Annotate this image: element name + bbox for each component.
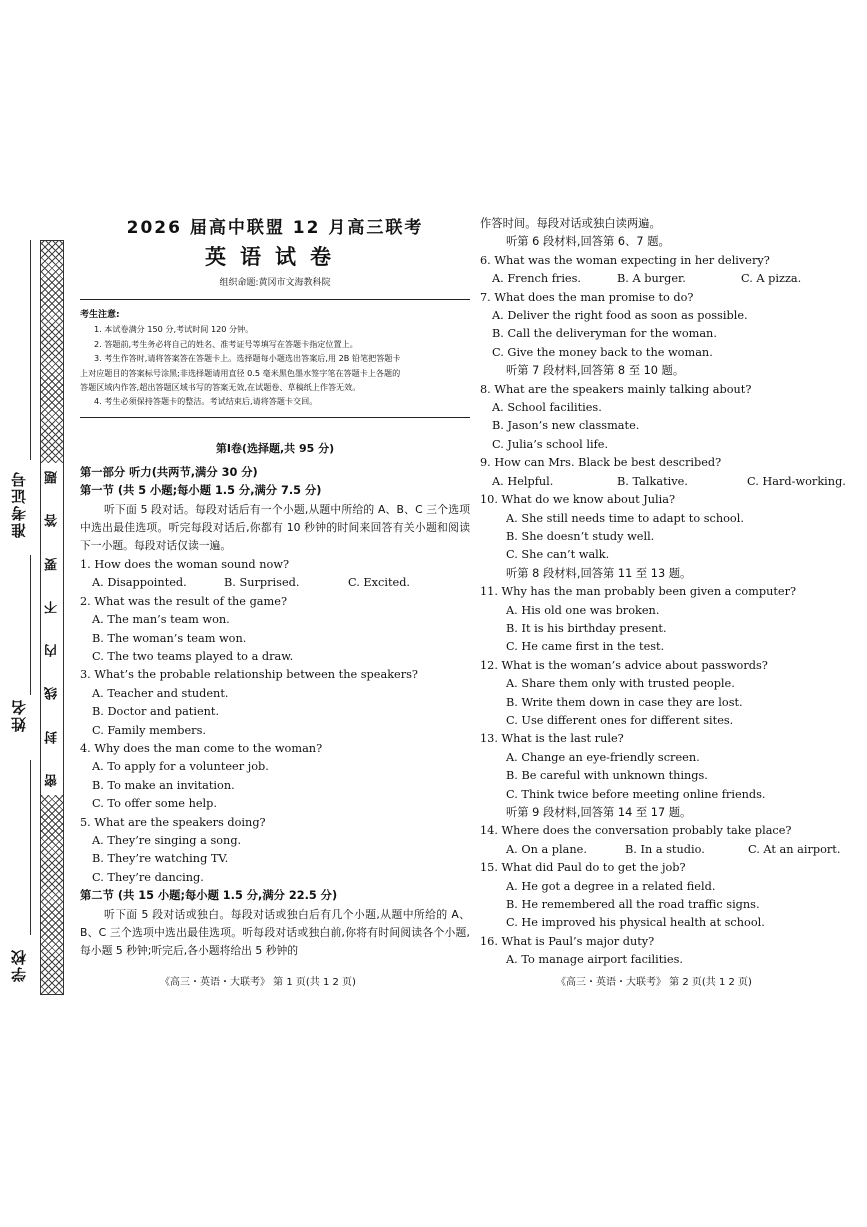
option-b: B. A burger. (617, 272, 686, 286)
option-c: C. She can’t walk. (506, 548, 610, 562)
school-label: 学校 (10, 948, 28, 982)
option-b: B. Be careful with unknown things. (506, 769, 708, 783)
option-b: B. They’re watching TV. (92, 852, 229, 866)
divider (80, 299, 470, 300)
admission-number-label: 准考证号 (10, 470, 28, 538)
hatch-bottom (41, 795, 63, 994)
section2-heading: 第二节 (共 15 小题;每小题 1.5 分,满分 22.5 分) (80, 889, 338, 903)
question-4: 4. Why does the man come to the woman? (80, 741, 323, 755)
option-a: A. Helpful. (492, 474, 554, 488)
option-a: A. The man’s team won. (92, 613, 230, 627)
question-14: 14. Where does the conversation probably take place? (480, 824, 792, 838)
page-1-column (80, 215, 470, 961)
option-c: C. Family members. (92, 723, 206, 737)
option-a: A. To manage airport facilities. (506, 953, 683, 967)
option-b: B. Doctor and patient. (92, 705, 220, 719)
question-5: 5. What are the speakers doing? (80, 815, 266, 829)
question-15: 15. What did Paul do to get the job? (480, 861, 686, 875)
option-a: A. Deliver the right food as soon as possible. (492, 309, 748, 323)
option-a: A. They’re singing a song. (92, 833, 242, 847)
material-8-heading: 听第 8 段材料,回答第 11 至 13 题。 (506, 566, 692, 580)
option-c: C. He improved his physical health at school. (506, 916, 765, 930)
option-a: A. Share them only with trusted people. (506, 677, 735, 691)
option-b: B. She doesn’t study well. (506, 529, 655, 543)
option-c: C. At an airport. (748, 842, 841, 856)
exam-title: 2026 届高中联盟 12 月高三联考 (126, 218, 424, 238)
option-b: B. In a studio. (625, 842, 705, 856)
name-label: 姓名 (10, 698, 28, 732)
candidate-notice (80, 308, 470, 409)
option-a: A. To apply for a volunteer job. (92, 760, 269, 774)
option-a: A. French fries. (492, 272, 582, 286)
option-a: A. She still needs time to adapt to school. (506, 511, 744, 525)
question-14-options (480, 841, 855, 859)
seal-char: 线 (44, 687, 60, 701)
option-c: C. Use different ones for different sites. (506, 713, 734, 727)
section2-instructions-continued: 作答时间。每段对话或独白读两遍。 (480, 217, 661, 230)
question-6: 6. What was the woman expecting in her delivery? (480, 253, 770, 267)
hatch-top (41, 241, 63, 463)
part1-heading: 第一部分 听力(共两节,满分 30 分) (80, 465, 258, 479)
material-9-heading: 听第 9 段材料,回答第 14 至 17 题。 (506, 806, 692, 819)
page-1-footer: 《高三・英语・大联考》 第 1 页(共 1 2 页) (160, 977, 356, 988)
option-c: C. Give the money back to the woman. (492, 345, 713, 359)
option-a: A. Teacher and student. (92, 686, 229, 700)
divider (80, 417, 470, 418)
option-b: B. To make an invitation. (92, 778, 235, 792)
option-c: C. Hard-working. (747, 474, 846, 488)
option-c: C. He came first in the test. (506, 640, 665, 654)
notice-item: 1. 本试卷满分 150 分,考试时间 120 分钟。 (94, 324, 254, 335)
notice-item: 答题区域内作答,超出答题区域书写的答案无效,在试题卷、草稿纸上作答无效。 (80, 382, 361, 393)
seal-text (41, 463, 63, 795)
option-a: A. School facilities. (492, 401, 602, 415)
option-a: A. On a plane. (506, 842, 587, 856)
notice-item: 3. 考生作答时,请将答案答在答题卡上。选择题每小题选出答案后,用 2B 铅笔把答题卡 (94, 353, 401, 364)
seal-char: 密 (44, 773, 60, 787)
option-b: B. He remembered all the road traffic signs. (506, 898, 760, 912)
option-a: A. His old one was broken. (506, 603, 660, 617)
question-1: 1. How does the woman sound now? (80, 557, 290, 571)
notice-item: 上对应题目的答案标号涂黑;非选择题请用直径 0.5 毫米黑色墨水签字笔在答题卡上各题的 (80, 367, 401, 378)
exam-subtitle: 英语试卷 (205, 245, 345, 269)
option-b: B. Write them down in case they are lost. (506, 695, 743, 709)
question-9-options (480, 473, 855, 491)
organizer: 组织命题:黄冈市文海教科院 (219, 278, 331, 288)
question-9: 9. How can Mrs. Black be best described? (480, 456, 722, 470)
option-b: B. The woman’s team won. (92, 631, 247, 645)
option-c: C. The two teams played to a draw. (92, 649, 294, 663)
material-7-heading: 听第 7 段材料,回答第 8 至 10 题。 (506, 364, 685, 378)
name-line (30, 760, 31, 935)
question-11: 11. Why has the man probably been given a computer? (480, 585, 797, 599)
option-b: B. Call the deliveryman for the woman. (492, 327, 717, 341)
option-b: B. Talkative. (617, 474, 688, 488)
option-b: B. Surprised. (224, 576, 300, 590)
binding-labels (4, 470, 32, 990)
option-b: B. Jason’s new classmate. (492, 419, 640, 433)
option-c: C. Think twice before meeting online friends. (506, 787, 766, 801)
option-c: C. They’re dancing. (92, 870, 204, 884)
option-c: C. Julia’s school life. (492, 437, 609, 451)
question-7: 7. What does the man promise to do? (480, 290, 694, 304)
option-a: A. Change an eye-friendly screen. (506, 750, 700, 764)
material-6-heading: 听第 6 段材料,回答第 6、7 题。 (506, 235, 670, 249)
notice-item: 2. 答题前,考生务必将自己的姓名、准考证号等填写在答题卡指定位置上。 (94, 338, 358, 349)
seal-char: 内 (44, 644, 60, 658)
question-10: 10. What do we know about Julia? (480, 493, 676, 507)
question-1-options (80, 574, 470, 592)
page-2-footer: 《高三・英语・大联考》 第 2 页(共 1 2 页) (556, 977, 752, 988)
question-6-options (480, 270, 855, 288)
option-c: C. A pizza. (741, 272, 802, 286)
option-a: A. Disappointed. (92, 576, 187, 590)
notice-item: 4. 考生必须保持答题卡的整洁。考试结束后,请将答题卡交回。 (94, 396, 318, 407)
option-b: B. It is his birthday present. (506, 621, 667, 635)
seal-char: 答 (44, 514, 60, 528)
volume-heading: 第Ⅰ卷(选择题,共 95 分) (215, 441, 335, 455)
question-8: 8. What are the speakers mainly talking about? (480, 382, 752, 396)
option-c: C. To offer some help. (92, 797, 217, 811)
seal-char: 封 (44, 730, 60, 744)
seal-char: 要 (44, 557, 60, 571)
seal-char: 题 (44, 471, 60, 484)
admission-number-line (30, 240, 31, 460)
question-3: 3. What’s the probable relationship between the speakers? (80, 668, 418, 682)
section2-instructions: 听下面 5 段对话或独白。每段对话或独白后有几个小题,从题中所给的 A、B、C 三个选项中选出最佳选项。听每段对话或独白前,你将有时间阅读各个小题,每小题 5 秒钟;听完后,各小题将给出 5 秒钟的 (80, 907, 470, 958)
seal-char: 不 (44, 600, 60, 614)
section1-heading: 第一节 (共 5 小题;每小题 1.5 分,满分 7.5 分) (80, 484, 322, 498)
question-16: 16. What is Paul’s major duty? (480, 934, 655, 948)
section1-instructions: 听下面 5 段对话。每段对话后有一个小题,从题中所给的 A、B、C 三个选项中选出最佳选项。听完每段对话后,你都有 10 秒钟的时间来回答有关小题和阅读下一小题。每段对话仅读一遍。 (80, 502, 470, 553)
question-13: 13. What is the last rule? (480, 732, 624, 746)
question-2: 2. What was the result of the game? (80, 594, 287, 608)
seal-strip (40, 240, 64, 995)
notice-heading: 考生注意: (80, 310, 120, 320)
option-a: A. He got a degree in a related field. (506, 879, 716, 893)
question-12: 12. What is the woman’s advice about passwords? (480, 658, 768, 672)
page-2-column (480, 215, 855, 970)
option-c: C. Excited. (348, 576, 411, 590)
admission-number-line-lower (30, 555, 31, 695)
